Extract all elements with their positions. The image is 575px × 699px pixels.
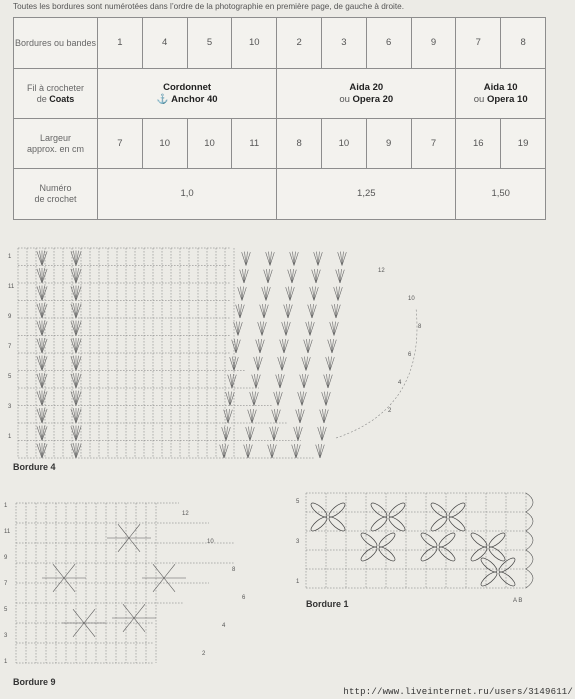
- stitch-fan: [328, 339, 337, 353]
- fil-group-3-line2: Opera 10: [486, 93, 528, 105]
- stitch-fan: [71, 303, 81, 318]
- largeur-value: 16: [456, 119, 501, 169]
- stitch-fan: [312, 269, 321, 283]
- largeur-value: 8: [277, 119, 322, 169]
- fil-group-2-line1: Aida 20: [349, 82, 384, 94]
- row-number-label: 10: [207, 539, 214, 545]
- stitch-fan: [238, 287, 247, 301]
- stitch-fan: [242, 252, 251, 266]
- stitch-fan: [316, 444, 325, 458]
- stitch-fan: [71, 391, 81, 406]
- stitch-fan: [71, 426, 81, 441]
- row-number-label: 7: [8, 344, 12, 350]
- picot-edge: [526, 493, 533, 588]
- stitch-fan: [276, 374, 285, 388]
- bordure-number: 6: [366, 18, 411, 69]
- label-largeur-line1: Largeur: [39, 132, 72, 143]
- bordure-number: 4: [142, 18, 187, 69]
- stitch-fan: [226, 392, 235, 406]
- largeur-value: 10: [187, 119, 232, 169]
- row-number-label: 1: [4, 503, 8, 509]
- label-bordures: Bordures ou bandes: [14, 18, 98, 69]
- label-crochet: [14, 169, 98, 220]
- stitch-fan: [310, 287, 319, 301]
- label-fil-line1: Fil à crocheter: [26, 82, 85, 93]
- stitch-fan: [280, 339, 289, 353]
- fil-group-3-line1: Aida 10: [483, 82, 518, 94]
- row-number-label: 1: [8, 254, 12, 260]
- bordure-number: 9: [411, 18, 456, 69]
- stitch-fan: [262, 287, 271, 301]
- stitch-fan: [37, 373, 47, 388]
- stitch-fan: [306, 322, 315, 336]
- stitch-fan: [256, 339, 265, 353]
- largeur-value: 10: [321, 119, 366, 169]
- scallop-edge: [336, 308, 417, 438]
- stitch-fan: [220, 444, 229, 458]
- stitch-fan: [264, 269, 273, 283]
- label-crochet-line2: de crochet: [34, 194, 77, 204]
- stitch-fan: [37, 391, 47, 406]
- label-largeur-line2: approx. en cm: [26, 143, 85, 154]
- stitch-fan: [290, 252, 299, 266]
- bordure-9-chart: [4, 493, 256, 673]
- stitch-fan: [338, 252, 347, 266]
- row-number-label: 3: [8, 404, 12, 410]
- largeur-value: 9: [366, 119, 411, 169]
- flower-motif: [42, 524, 186, 637]
- fil-group-2-prefix: ou: [339, 93, 350, 105]
- leaf-motif: [309, 501, 517, 588]
- stitch-fan: [304, 339, 313, 353]
- stitch-fan: [330, 322, 339, 336]
- row-number-label: 9: [8, 314, 12, 320]
- intro-text: Toutes les bordures sont numérotées dans l’ordre de la photographie en première page, de gauche à droite.: [13, 2, 404, 11]
- stitch-fan: [71, 321, 81, 336]
- row-number-label: 4: [222, 623, 226, 629]
- crochet-group-2: 1,25: [277, 169, 456, 220]
- bordure-1-chart: [288, 487, 548, 607]
- row-number-label: 5: [296, 499, 300, 505]
- row-bordures: [14, 18, 546, 69]
- stitch-fan: [234, 322, 243, 336]
- stitch-fan: [286, 287, 295, 301]
- stitch-fan: [292, 444, 301, 458]
- stitch-fan: [250, 392, 259, 406]
- stitch-fan: [332, 304, 341, 318]
- stitch-fan: [308, 304, 317, 318]
- row-number-label: 11: [8, 284, 15, 290]
- stitch-fan: [37, 338, 47, 353]
- bordure-4-caption: Bordure 4: [13, 462, 56, 472]
- stitch-fan: [236, 304, 245, 318]
- row-number-label: 3: [4, 633, 8, 639]
- stitch-fan: [270, 427, 279, 441]
- stitch-fan: [71, 408, 81, 423]
- stitch-fan: [266, 252, 275, 266]
- stitch-fan: [232, 339, 241, 353]
- stitch-fan: [296, 409, 305, 423]
- marker-ab-label: A B: [513, 598, 523, 604]
- stitch-fan: [37, 251, 47, 266]
- stitch-fan: [302, 357, 311, 371]
- fil-group-1-line1: Cordonnet: [163, 82, 212, 94]
- stitch-fan: [278, 357, 287, 371]
- bordure-4-chart: [6, 238, 446, 460]
- stitch-fan: [336, 269, 345, 283]
- filet-grid: [18, 248, 315, 458]
- fil-group-1-line2: Anchor 40: [171, 93, 218, 105]
- label-crochet-line1: Numéro: [39, 183, 72, 194]
- stitch-fan: [314, 252, 323, 266]
- row-number-label: 12: [378, 268, 385, 274]
- row-number-label: 1: [296, 579, 300, 585]
- stitch-fan: [37, 426, 47, 441]
- stitch-fan: [71, 356, 81, 371]
- largeur-value: 10: [142, 119, 187, 169]
- bordure-number: 7: [456, 18, 501, 69]
- stitch-fan: [254, 357, 263, 371]
- source-watermark: http://www.liveinternet.ru/users/3149611/: [343, 687, 573, 697]
- stitch-fan: [260, 304, 269, 318]
- bordure-number: 8: [501, 18, 546, 69]
- bordure-1-caption: Bordure 1: [306, 599, 349, 609]
- stitch-fan: [258, 322, 267, 336]
- bordure-number: 2: [277, 18, 322, 69]
- largeur-value: 11: [232, 119, 277, 169]
- row-number-label: 8: [232, 567, 236, 573]
- stitch-fan: [37, 408, 47, 423]
- stitch-fan: [228, 374, 237, 388]
- crochet-group-3: 1,50: [456, 169, 546, 220]
- row-number-label: 6: [242, 595, 246, 601]
- stitch-fan: [71, 338, 81, 353]
- stitch-fan: [37, 356, 47, 371]
- row-number-label: 3: [296, 539, 300, 545]
- row-number-label: 1: [4, 659, 8, 665]
- stitch-fan: [272, 409, 281, 423]
- stitch-fan: [37, 303, 47, 318]
- fil-group-3: [456, 69, 546, 119]
- row-number-label: 2: [388, 408, 392, 414]
- stitch-fan: [294, 427, 303, 441]
- bordure-number: 3: [321, 18, 366, 69]
- label-largeur: [14, 119, 98, 169]
- stitch-fan: [334, 287, 343, 301]
- row-largeur: [14, 119, 546, 169]
- crochet-group-1: 1,0: [98, 169, 277, 220]
- stitch-fan: [37, 268, 47, 283]
- anchor-icon: ⚓: [156, 93, 169, 105]
- stitch-fan: [71, 443, 81, 458]
- row-number-label: 9: [4, 555, 8, 561]
- stitch-fan: [37, 443, 47, 458]
- bordure-number: 1: [98, 18, 143, 69]
- bordure-9-caption: Bordure 9: [13, 677, 56, 687]
- stitch-fan: [284, 304, 293, 318]
- stitch-fan: [326, 357, 335, 371]
- filet-grid: [306, 493, 526, 588]
- fil-group-3-prefix: ou: [473, 93, 485, 105]
- filet-grid: [16, 503, 234, 663]
- label-fil-prefix: de: [36, 93, 47, 104]
- stitch-fan: [288, 269, 297, 283]
- stitch-fan: [37, 321, 47, 336]
- stitch-fan: [71, 268, 81, 283]
- row-number-label: 10: [408, 296, 415, 302]
- row-number-label: 12: [182, 511, 189, 517]
- row-fil: [14, 69, 546, 119]
- largeur-value: 19: [501, 119, 546, 169]
- stitch-fan: [322, 392, 331, 406]
- stitch-fan: [37, 286, 47, 301]
- stitch-fan: [324, 374, 333, 388]
- row-number-label: 6: [408, 352, 412, 358]
- stitch-fan: [248, 409, 257, 423]
- stitch-fan: [71, 373, 81, 388]
- bordure-number: 10: [232, 18, 277, 69]
- largeur-value: 7: [411, 119, 456, 169]
- stitch-fan: [268, 444, 277, 458]
- stitch-fan: [300, 374, 309, 388]
- stitch-fan: [71, 251, 81, 266]
- row-number-label: 11: [4, 529, 11, 535]
- fil-group-2: [277, 69, 456, 119]
- row-number-label: 5: [8, 374, 12, 380]
- row-number-label: 8: [418, 324, 422, 330]
- fil-group-1: [98, 69, 277, 119]
- label-fil: [14, 69, 98, 119]
- label-fil-brand: Coats: [49, 93, 75, 104]
- bordure-number: 5: [187, 18, 232, 69]
- row-number-label: 4: [398, 380, 402, 386]
- stitch-fan: [320, 409, 329, 423]
- stitch-fan: [274, 392, 283, 406]
- stitch-fan: [282, 322, 291, 336]
- stitch-fan: [252, 374, 261, 388]
- stitch-fan: [318, 427, 327, 441]
- row-crochet: [14, 169, 546, 220]
- stitch-fan: [246, 427, 255, 441]
- stitch-fan: [240, 269, 249, 283]
- stitch-fan: [222, 427, 231, 441]
- row-number-label: 2: [202, 651, 206, 657]
- row-number-label: 7: [4, 581, 8, 587]
- stitch-fan: [298, 392, 307, 406]
- row-number-label: 5: [4, 607, 8, 613]
- row-number-label: 1: [8, 434, 12, 440]
- spec-table: [13, 17, 546, 220]
- largeur-value: 7: [98, 119, 143, 169]
- stitch-fan: [71, 286, 81, 301]
- stitch-fan: [244, 444, 253, 458]
- fil-group-2-line2: Opera 20: [352, 93, 394, 105]
